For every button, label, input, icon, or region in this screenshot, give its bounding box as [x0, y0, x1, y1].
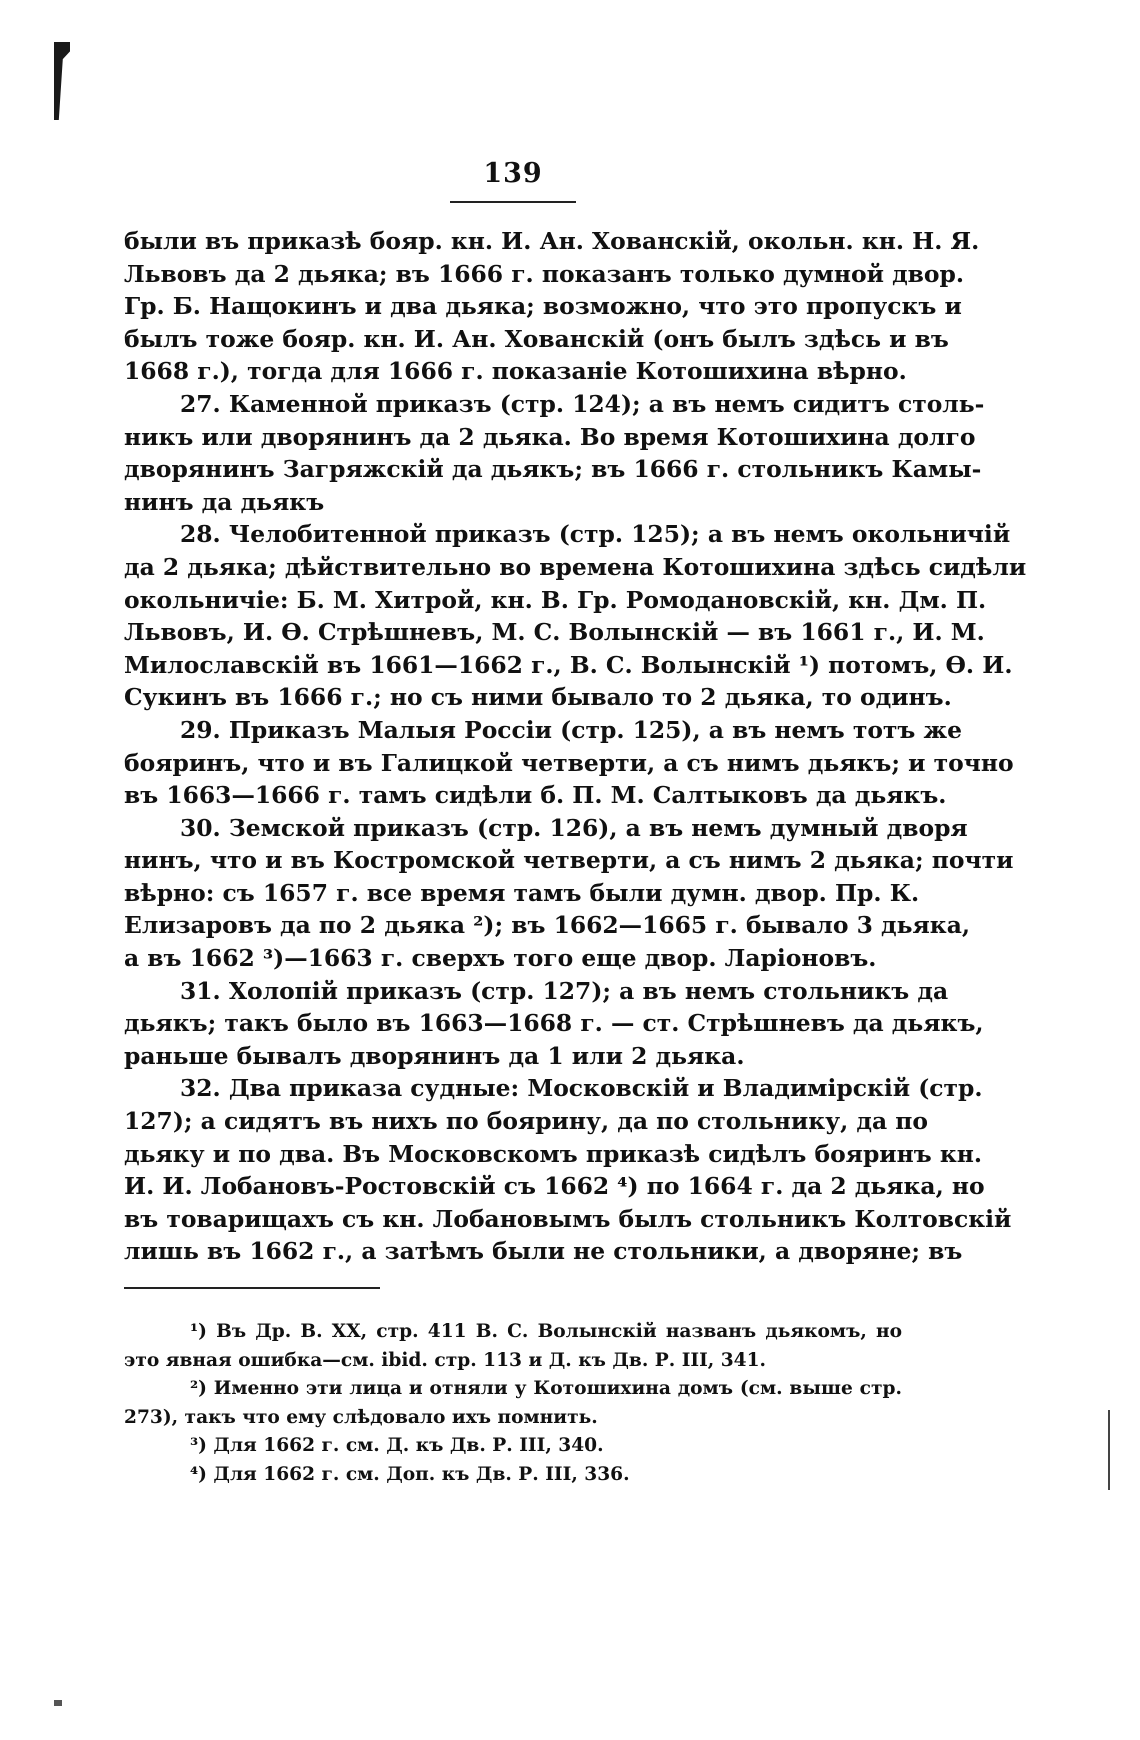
paragraph-30-start: 30. Земской приказъ (стр. 126), а въ немъ думный дворя [180, 813, 968, 842]
footnotes [124, 1318, 902, 1489]
scan-edge-line [1108, 1410, 1110, 1490]
body-line: И. И. Лобановъ-Ростовскій съ 1662 ⁴) по 1664 г. да 2 дьяка, но [124, 1172, 985, 1201]
body-line: 127); а сидятъ въ нихъ по боярину, да по стольнику, да по [124, 1107, 928, 1136]
paragraph-31-start: 31. Холопій приказъ (стр. 127); а въ немъ стольникъ да [180, 976, 949, 1005]
scan-corner-mark [54, 42, 70, 120]
page-number: 139 [483, 158, 543, 189]
body-line: 1668 г.), тогда для 1666 г. показаніе Котошихина вѣрно. [124, 357, 907, 386]
paragraph-29-start: 29. Приказъ Малыя Россіи (стр. 125), а въ немъ тотъ же [180, 715, 962, 744]
body-line: Милославскій въ 1661—1662 г., В. С. Волынскій ¹) потомъ, Ѳ. И. [124, 650, 1013, 679]
body-line: вѣрно: съ 1657 г. все время тамъ были думн. двор. Пр. К. [124, 878, 920, 907]
paragraph-27-start: 27. Каменной приказъ (стр. 124); а въ немъ сидитъ столь- [180, 389, 985, 418]
page-number-rule [450, 201, 576, 203]
body-line: окольничіе: Б. М. Хитрой, кн. В. Гр. Ромодановскій, кн. Дм. П. [124, 585, 987, 614]
body-line: Гр. Б. Нащокинъ и два дьяка; возможно, что это пропускъ и [124, 292, 962, 321]
body-line: да 2 дьяка; дѣйствительно во времена Котошихина здѣсь сидѣли [124, 552, 1027, 581]
body-line: дьяку и по два. Въ Московскомъ приказѣ сидѣлъ бояринъ кн. [124, 1139, 983, 1168]
paragraph-28-start: 28. Челобитенной приказъ (стр. 125); а въ немъ окольничій [180, 520, 1011, 549]
body-line: въ 1663—1666 г. тамъ сидѣли б. П. М. Салтыковъ да дьякъ. [124, 781, 947, 810]
body-line: а въ 1662 ³)—1663 г. сверхъ того еще двор. Ларіоновъ. [124, 944, 877, 973]
body-line: Сукинъ въ 1666 г.; но съ ними бывало то 2 дьяка, то одинъ. [124, 683, 952, 712]
footnote-2-cont: 273), такъ что ему слѣдовало ихъ помнить. [124, 1406, 598, 1428]
footnote-1: ¹) Въ Др. В. XX, стр. 411 В. С. Волынскій названъ дьякомъ, но [190, 1321, 902, 1342]
body-line: дьякъ; такъ было въ 1663—1668 г. — ст. Стрѣшневъ да дьякъ, [124, 1009, 984, 1038]
body-line: Львовъ да 2 дьяка; въ 1666 г. показанъ только думной двор. [124, 259, 965, 288]
paragraph-32-start: 32. Два приказа судные: Московскій и Владимірскій (стр. [180, 1074, 983, 1103]
footnote-4: ⁴) Для 1662 г. см. Доп. къ Дв. Р. III, 336. [190, 1463, 630, 1485]
body-line: дворянинъ Загряжскій да дьякъ; въ 1666 г. стольникъ Камы- [124, 455, 982, 484]
body-line: въ товарищахъ съ кн. Лобановымъ былъ стольникъ Колтовскій [124, 1204, 1012, 1233]
body-line: нинъ да дьякъ [124, 487, 325, 516]
body-line: бояринъ, что и въ Галицкой четверти, а съ нимъ дьякъ; и точно [124, 748, 1014, 777]
body-line: Львовъ, И. Ѳ. Стрѣшневъ, М. С. Волынскій — въ 1661 г., И. М. [124, 618, 985, 647]
body-line: были въ приказѣ бояр. кн. И. Ан. Хованскій, окольн. кн. Н. Я. [124, 227, 980, 255]
scan-speck [54, 1700, 62, 1706]
body-line: нинъ, что и въ Костромской четверти, а съ нимъ 2 дьяка; почти [124, 846, 1014, 875]
footnote-1-cont: это явная ошибка—см. ibid. стр. 113 и Д. къ Дв. Р. III, 341. [124, 1349, 767, 1371]
body-line: былъ тоже бояр. кн. И. Ан. Хованскій (онъ былъ здѣсь и въ [124, 324, 949, 353]
footnote-3: ³) Для 1662 г. см. Д. къ Дв. Р. III, 340. [190, 1435, 604, 1456]
footnote-separator [124, 1287, 380, 1289]
body-line: никъ или дворянинъ да 2 дьяка. Во время Котошихина долго [124, 422, 976, 451]
body-line: Елизаровъ да по 2 дьяка ²); въ 1662—1665 г. бывало 3 дьяка, [124, 911, 970, 940]
body-line: раньше бывалъ дворянинъ да 1 или 2 дьяка. [124, 1041, 745, 1070]
body-text [124, 225, 1027, 1268]
body-line: лишь въ 1662 г., а затѣмъ были не стольники, а дворяне; въ [124, 1237, 963, 1266]
footnote-2: ²) Именно эти лица и отняли у Котошихина домъ (см. выше стр. [190, 1378, 902, 1399]
